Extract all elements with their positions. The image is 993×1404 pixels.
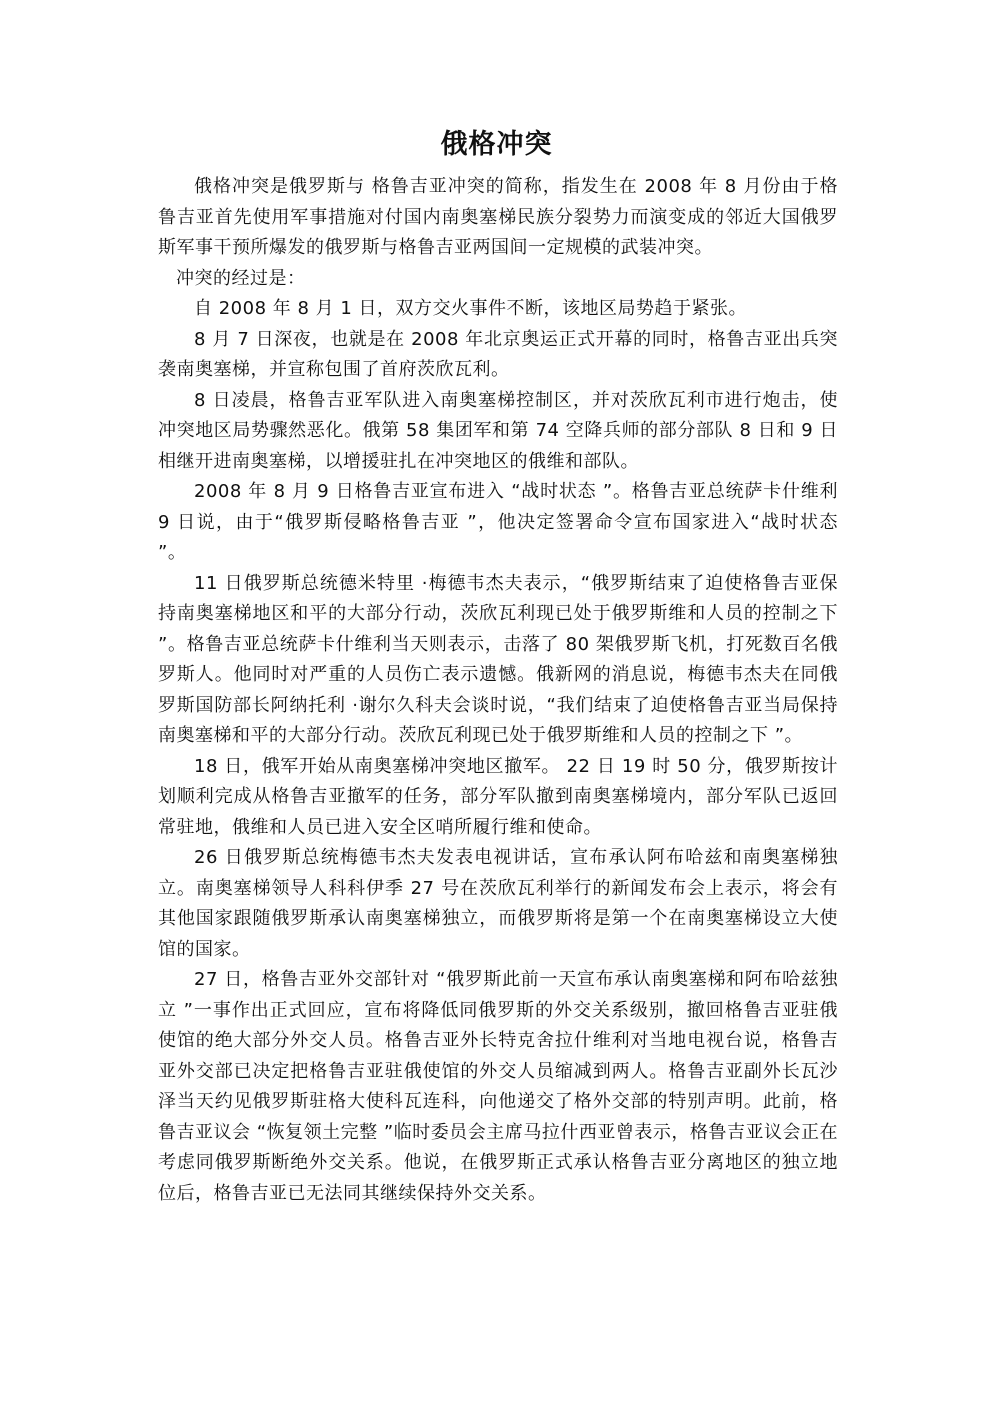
paragraph-aug-18: 18 日，俄军开始从南奥塞梯冲突地区撤军。 22 日 19 时 50 分，俄罗斯按计划顺利完成从格鲁吉亚撤军的任务，部分军队撤到南奥塞梯境内，部分军队已返回常驻地，俄维和人员已进入安全区哨所履行维和使命。 — [158, 755, 838, 838]
document-body — [158, 172, 838, 1209]
paragraph-aug-9: 2008 年 8 月 9 日格鲁吉亚宣布进入 “战时状态 ”。格鲁吉亚总统萨卡什维利 9 日说，由于“俄罗斯侵略格鲁吉亚 ”，他决定签署命令宣布国家进入“战时状态 ”。 — [158, 481, 838, 563]
paragraph-aug-1: 自 2008 年 8 月 1 日，双方交火事件不断，该地区局势趋于紧张。 — [194, 298, 748, 319]
document-title: 俄格冲突 — [440, 129, 553, 160]
paragraph-intro: 俄格冲突是俄罗斯与 格鲁吉亚冲突的简称，指发生在 2008 年 8 月份由于格鲁吉亚首先使用军事措施对付国内南奥塞梯民族分裂势力而演变成的邻近大国俄罗斯军事干预所爆发的俄罗斯与格鲁吉亚两国间一定规模的武装冲突。 — [158, 176, 838, 258]
paragraph-course-heading: 冲突的经过是： — [176, 267, 306, 289]
paragraph-aug-7: 8 月 7 日深夜，也就是在 2008 年北京奥运正式开幕的同时，格鲁吉亚出兵突袭南奥塞梯，并宣称包围了首府茨欣瓦利。 — [158, 328, 838, 380]
paragraph-aug-8: 8 日凌晨，格鲁吉亚军队进入南奥塞梯控制区，并对茨欣瓦利市进行炮击，使冲突地区局势骤然恶化。俄第 58 集团军和第 74 空降兵师的部分部队 8 日和 9 日相继开进南奥塞梯，以增援驻扎在冲突地区的俄维和部队。 — [158, 389, 838, 472]
paragraph-aug-27: 27 日，格鲁吉亚外交部针对 “俄罗斯此前一天宣布承认南奥塞梯和阿布哈兹独立 ”一事作出正式回应，宣布将降低同俄罗斯的外交关系级别，撤回格鲁吉亚驻俄使馆的绝大部分外交人员。格鲁吉亚外长特克舍拉什维利对当地电视台说，格鲁吉亚外交部已决定把格鲁吉亚驻俄使馆的外交人员缩减到两人。格鲁吉亚副外长瓦沙泽当天约见俄罗斯驻格大使科瓦连科，向他递交了格外交部的特别声明。此前，格鲁吉亚议会 “恢复领土完整 ”临时委员会主席马拉什西亚曾表示，格鲁吉亚议会正在考虑同俄罗斯断绝外交关系。他说，在俄罗斯正式承认格鲁吉亚分离地区的独立地位后，格鲁吉亚已无法同其继续保持外交关系。 — [158, 969, 838, 1204]
paragraph-aug-26: 26 日俄罗斯总统梅德韦杰夫发表电视讲话，宣布承认阿布哈兹和南奥塞梯独立。南奥塞梯领导人科科伊季 27 号在茨欣瓦利举行的新闻发布会上表示，将会有其他国家跟随俄罗斯承认南奥塞梯独立，而俄罗斯将是第一个在南奥塞梯设立大使馆的国家。 — [158, 847, 838, 960]
paragraph-aug-11: 11 日俄罗斯总统德米特里 ·梅德韦杰夫表示，“俄罗斯结束了迫使格鲁吉亚保持南奥塞梯地区和平的大部分行动，茨欣瓦利现已处于俄罗斯维和人员的控制之下 ”。格鲁吉亚总统萨卡什维利当天则表示，击落了 80 架俄罗斯飞机，打死数百名俄罗斯人。他同时对严重的人员伤亡表示遗憾。俄新网的消息说，梅德韦杰夫在同俄罗斯国防部长阿纳托利 ·谢尔久科夫会谈时说，“我们结束了迫使格鲁吉亚当局保持南奥塞梯和平的大部分行动。茨欣瓦利现已处于俄罗斯维和人员的控制之下 ”。 — [158, 572, 838, 746]
